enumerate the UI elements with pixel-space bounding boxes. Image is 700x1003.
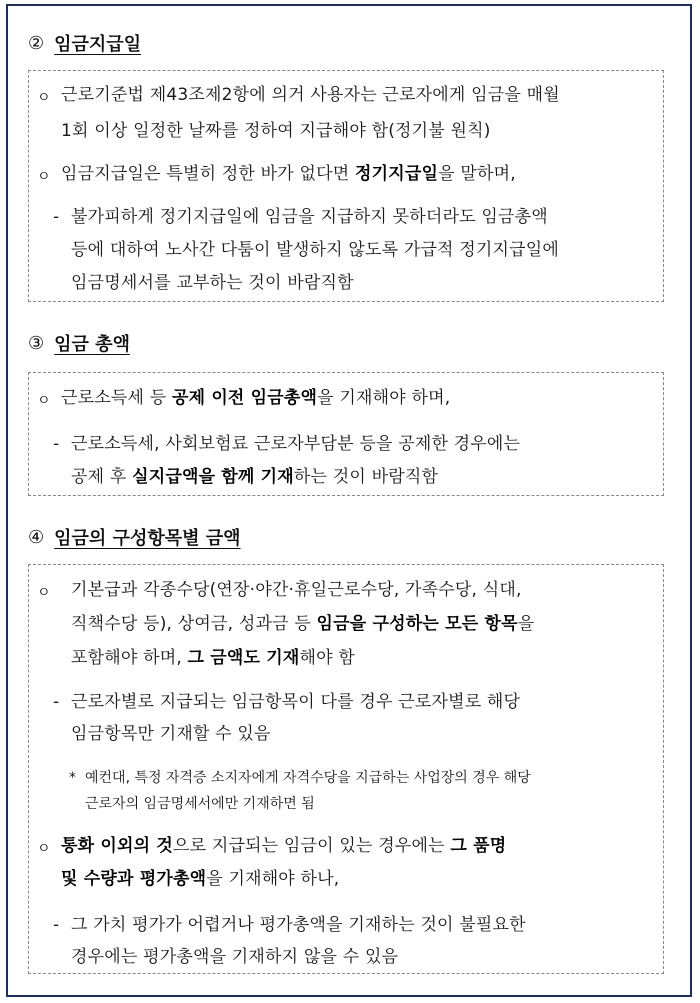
text-line <box>71 613 534 635</box>
section-number: ④ <box>28 526 45 548</box>
dash-marker: - <box>53 207 60 227</box>
dash-marker: - <box>53 434 60 454</box>
text-line: 그 가치 평가가 어렵거나 평가총액을 기재하는 것이 불필요한 <box>71 915 526 935</box>
note-line: 근로자의 임금명세서에만 기재하면 됨 <box>85 796 315 812</box>
emphasis-text: 공제 이전 임금총액 <box>171 388 318 408</box>
bullet-o: ㅇ <box>37 841 51 857</box>
section-number: ③ <box>28 332 45 354</box>
bullet-o: ㅇ <box>37 169 51 185</box>
text-span: 을 기재해야 하나, <box>206 869 340 889</box>
section-box-total <box>28 372 664 496</box>
emphasis-text: 그 금액도 기재 <box>187 648 300 668</box>
section-box-payday <box>28 70 664 302</box>
section-title: 임금지급일 <box>54 34 142 55</box>
text-span: 해야 함 <box>299 648 355 668</box>
text-line: 경우에는 평가총액을 기재하지 않을 수 있음 <box>71 947 399 967</box>
note-line: 예컨대, 특정 자격증 소지자에게 자격수당을 지급하는 사업장의 경우 해당 <box>85 770 531 786</box>
dash-marker: - <box>53 692 60 712</box>
text-span: 을 기재해야 하며, <box>317 388 451 408</box>
emphasis-text: 실지급액을 함께 기재 <box>132 467 294 487</box>
text-span: 임금지급일은 특별히 정한 바가 없다면 <box>61 164 355 184</box>
section-title: 임금 총액 <box>54 334 130 355</box>
emphasis-text: 임금을 구성하는 모든 항목 <box>316 614 518 634</box>
text-span: 공제 후 <box>71 467 133 487</box>
text-span: 포함해야 하며, <box>71 648 188 668</box>
emphasis-text: 그 품명 <box>450 836 507 856</box>
text-line: 근로자별로 지급되는 임금항목이 다를 경우 근로자별로 해당 <box>71 692 521 712</box>
text-line: 등에 대하여 노사간 다툼이 발생하지 않도록 가급적 정기지급일에 <box>71 240 560 260</box>
text-line: 1회 이상 일정한 날짜를 정하여 지급해야 함(정기불 원칙) <box>61 121 491 141</box>
section-title: 임금의 구성항목별 금액 <box>54 528 241 549</box>
text-line <box>61 835 506 857</box>
bullet-o: ㅇ <box>37 393 51 409</box>
text-span: 으로 지급되는 임금이 있는 경우에는 <box>172 836 451 856</box>
text-line <box>61 868 339 890</box>
note-marker: * <box>69 770 76 786</box>
dash-marker: - <box>53 915 60 935</box>
text-line: 기본급과 각종수당(연장·야간·휴일근로수당, 가족수당, 식대, <box>71 580 522 600</box>
text-line <box>61 387 450 409</box>
emphasis-text: 및 수량과 평가총액 <box>61 869 207 889</box>
text-line <box>71 466 438 488</box>
text-line: 불가피하게 정기지급일에 임금을 지급하지 못하더라도 임금총액 <box>71 207 548 227</box>
text-span: 직책수당 등), 상여금, 성과금 등 <box>71 614 317 634</box>
section-heading-items <box>28 524 241 550</box>
section-heading-total <box>28 330 130 356</box>
section-heading-payday <box>28 30 141 56</box>
text-line: 임금명세서를 교부하는 것이 바람직함 <box>71 273 354 293</box>
text-line: 임금항목만 기재할 수 있음 <box>71 724 271 744</box>
emphasis-text: 통화 이외의 것 <box>61 836 173 856</box>
text-span: 근로소득세 등 <box>61 388 172 408</box>
emphasis-text: 정기지급일 <box>354 164 439 184</box>
section-box-items <box>28 564 664 974</box>
text-span: 을 <box>517 614 535 634</box>
text-line: 근로소득세, 사회보험료 근로자부담분 등을 공제한 경우에는 <box>71 434 521 454</box>
bullet-o: ㅇ <box>37 585 51 601</box>
text-span: 을 말하며, <box>438 164 516 184</box>
text-span: 하는 것이 바람직함 <box>293 467 439 487</box>
text-line <box>61 163 516 185</box>
bullet-o: ㅇ <box>37 90 51 106</box>
text-line <box>71 647 355 669</box>
section-number: ② <box>28 32 45 54</box>
text-line: 근로기준법 제43조제2항에 의거 사용자는 근로자에게 임금을 매월 <box>61 85 560 105</box>
